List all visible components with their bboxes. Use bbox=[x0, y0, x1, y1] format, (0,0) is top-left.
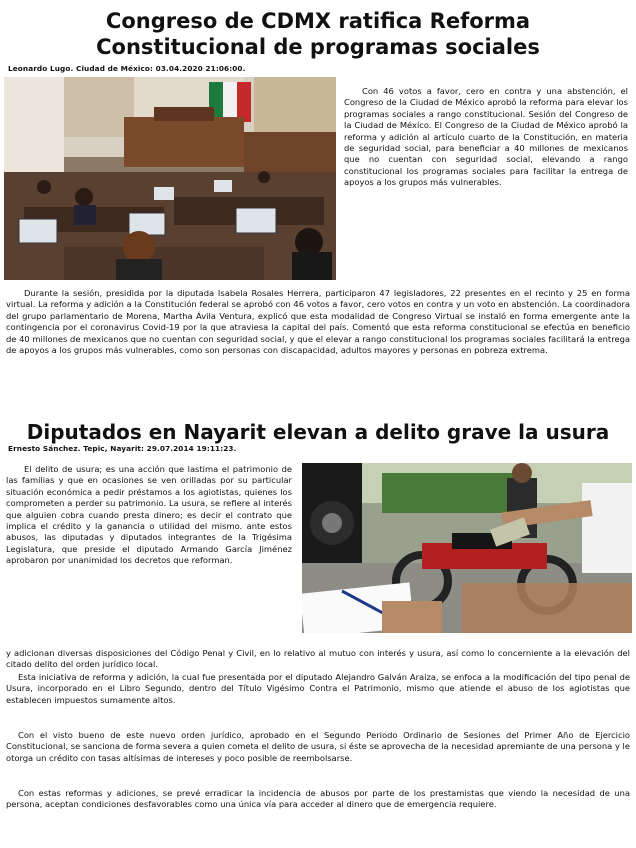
usury-loan-photo bbox=[302, 463, 632, 633]
article1-lead: Con 46 votos a favor, cero en contra y una abstención, el Congreso de la Ciudad de México aprobó la reforma para elevar los programas sociales a rango constitucional. Sesión del Congreso de la Ciudad de México. El Congreso de la Ciudad de México aprobó la reforma y adición al artículo cuarto de la Constitución, en materia de seguridad social, para beneficiar a 40 millones de mexicanos que no cuentan con seguridad social, elevando a rango constitucional los programas sociales para facilitar la entrega de apoyos a los grupos más vulnerables. bbox=[344, 86, 628, 188]
article1-headline-line1: Congreso de CDMX ratifica Reforma bbox=[105, 9, 531, 33]
congress-session-photo bbox=[4, 77, 336, 280]
article1-body: Durante la sesión, presidida por la diputada Isabela Rosales Herrera, participaron 47 legisladores, 22 presentes en el recinto y 25 en forma virtual. La reforma y adición a la Constitución federal se aprobó con 46 votos a favor, cero votos en contra y un voto en abstención. La coordinadora del grupo parlamentario de Morena, Martha Ávila Ventura, explicó que esta modalidad de Congreso Virtual se instaló en forma emergente ante la contingencia por el coronavirus Covid-19 por la que atraviesa la capital del país. Comentó que esta reforma constitucional se efectúa en beneficio de 40 millones de mexicanos que no cuentan con seguridad social, y que el elevar a rango constitucional los programas sociales facilitará la entrega de apoyos a los grupos más vulnerables, como son personas con discapacidad, adultos mayores y personas en pobreza extrema. bbox=[6, 288, 630, 356]
article2-headline: Diputados en Nayarit elevan a delito grave la usura bbox=[26, 420, 610, 444]
article2-lead: El delito de usura; es una acción que lastima el patrimonio de las familias y que en ocasiones se ven orilladas por su particular situación económica a pedir préstamos a los agiotistas, quienes los comprometen a perder su patrimonio. La usura, se refiere al interés que alguien cobra cuando presta dinero; es decir el contrato que implica el crédito y la ganancia o utilidad del mismo. ante estos abusos, las diputadas y diputados integrantes de la Trigésima Legislatura, que preside el diputado Armando García Jiménez aprobaron por unanimidad los decretos que reforman. bbox=[6, 464, 292, 566]
article2-paragraph-2: Esta iniciativa de reforma y adición, la cual fue presentada por el diputado Alejandro Galván Araiza, se enfoca a la modificación del tipo penal de Usura, incorporado en el Libro Segundo, dentro del Título Vigésimo Contra el Patrimonio, mismo que atiende el abuso de los agiotistas que establecen impuestos sumamente altos. bbox=[6, 672, 630, 705]
article1-headline bbox=[0, 8, 636, 60]
article2-byline: Ernesto Sánchez. Tepic, Nayarit: 29.07.2014 19:11:23. bbox=[8, 444, 237, 453]
article2-paragraph-4: Con estas reformas y adiciones, se prevé erradicar la incidencia de abusos por parte de los prestamistas que viendo la necesidad de una persona, aceptan condiciones desfavorables como una única vía para acceder al dinero que de emergencia requiere. bbox=[6, 788, 630, 810]
article2-paragraph-1: y adicionan diversas disposiciones del Código Penal y Civil, en lo relativo al mutuo con interés y usura, así como lo concerniente a la elevación del citado delito del orden jurídico local. bbox=[6, 648, 630, 670]
article2-paragraph-3: Con el visto bueno de este nuevo orden jurídico, aprobado en el Segundo Periodo Ordinario de Sesiones del Primer Año de Ejercicio Constitucional, se sanciona de forma severa a quien cometa el delito de usura, si éste se aprovecha de la necesidad apremiante de una persona y le otorga un crédito con tasas altísimas de intereses y poco posible de reembolsarse. bbox=[6, 730, 630, 763]
article1-headline-line2: Constitucional de programas sociales bbox=[96, 35, 540, 59]
article1-byline: Leonardo Lugo. Ciudad de México: 03.04.2020 21:06:00. bbox=[8, 64, 246, 73]
